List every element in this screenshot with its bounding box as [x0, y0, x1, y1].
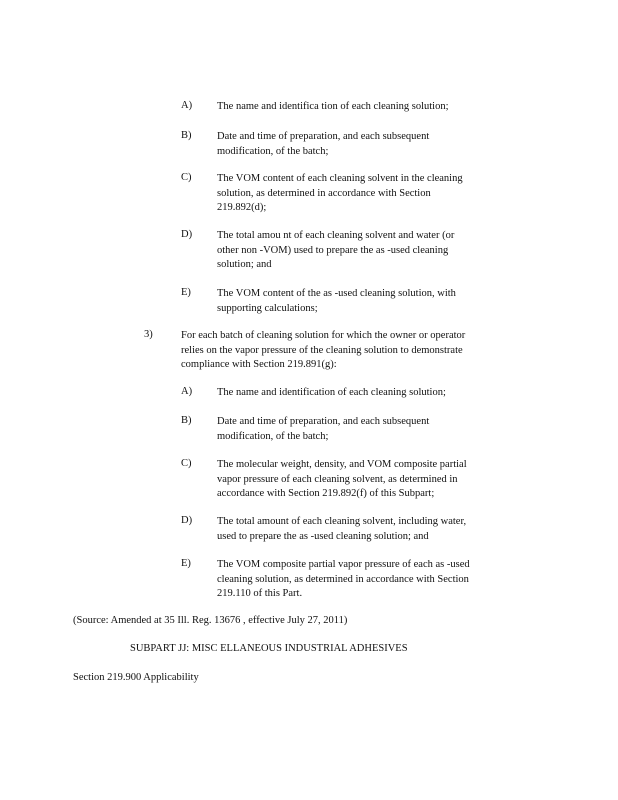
item-label: E) [181, 558, 191, 569]
item-label: D) [181, 515, 193, 526]
section-heading: Section 219.900 Applicability [73, 672, 199, 683]
item-text: The total amou nt of each cleaning solvent and water (or other non -VOM) used to prepare the as -used cleaning solution; and [217, 230, 455, 270]
item-text: The VOM composite partial vapor pressure of each as -used cleaning solution, as determined in accordance with Section 219.110 of this Part. [217, 559, 470, 599]
item-label: A) [181, 100, 193, 111]
item-text: For each batch of cleaning solution for which the owner or operator relies on the vapor pressure of the cleaning solution to demonstrate compliance with Section 219.891(g): [181, 330, 466, 370]
item-text: The molecular weight, density, and VOM composite partial vapor pressure of each cleaning solvent, as determined in accordance with Section 219.892(f) of this Subpart; [217, 459, 467, 499]
item-text: Date and time of preparation, and each subsequent modification, of the batch; [217, 131, 430, 157]
item-label: E) [181, 287, 191, 298]
item-label: A) [181, 386, 193, 397]
item-text: The VOM content of each cleaning solvent in the cleaning solution, as determined in accordance with Section 219.892(d); [217, 173, 463, 213]
item-label: C) [181, 172, 192, 183]
source-note: (Source: Amended at 35 Ill. Reg. 13676 , effective July 27, 2011) [73, 615, 348, 626]
item-label: B) [181, 415, 192, 426]
item-text: The VOM content of the as -used cleaning solution, with supporting calculations; [217, 288, 456, 314]
item-label: D) [181, 229, 193, 240]
subpart-heading: SUBPART JJ: MISC ELLANEOUS INDUSTRIAL ADHESIVES [130, 643, 408, 654]
item-text: Date and time of preparation, and each subsequent modification, of the batch; [217, 416, 430, 442]
item-label: B) [181, 130, 192, 141]
item-label: 3) [144, 329, 153, 340]
item-text: The total amount of each cleaning solvent, including water, used to prepare the as -used cleaning solution; and [217, 516, 467, 542]
item-text: The name and identification of each cleaning solution; [217, 387, 446, 398]
item-text: The name and identifica tion of each cleaning solution; [217, 101, 449, 112]
item-label: C) [181, 458, 192, 469]
